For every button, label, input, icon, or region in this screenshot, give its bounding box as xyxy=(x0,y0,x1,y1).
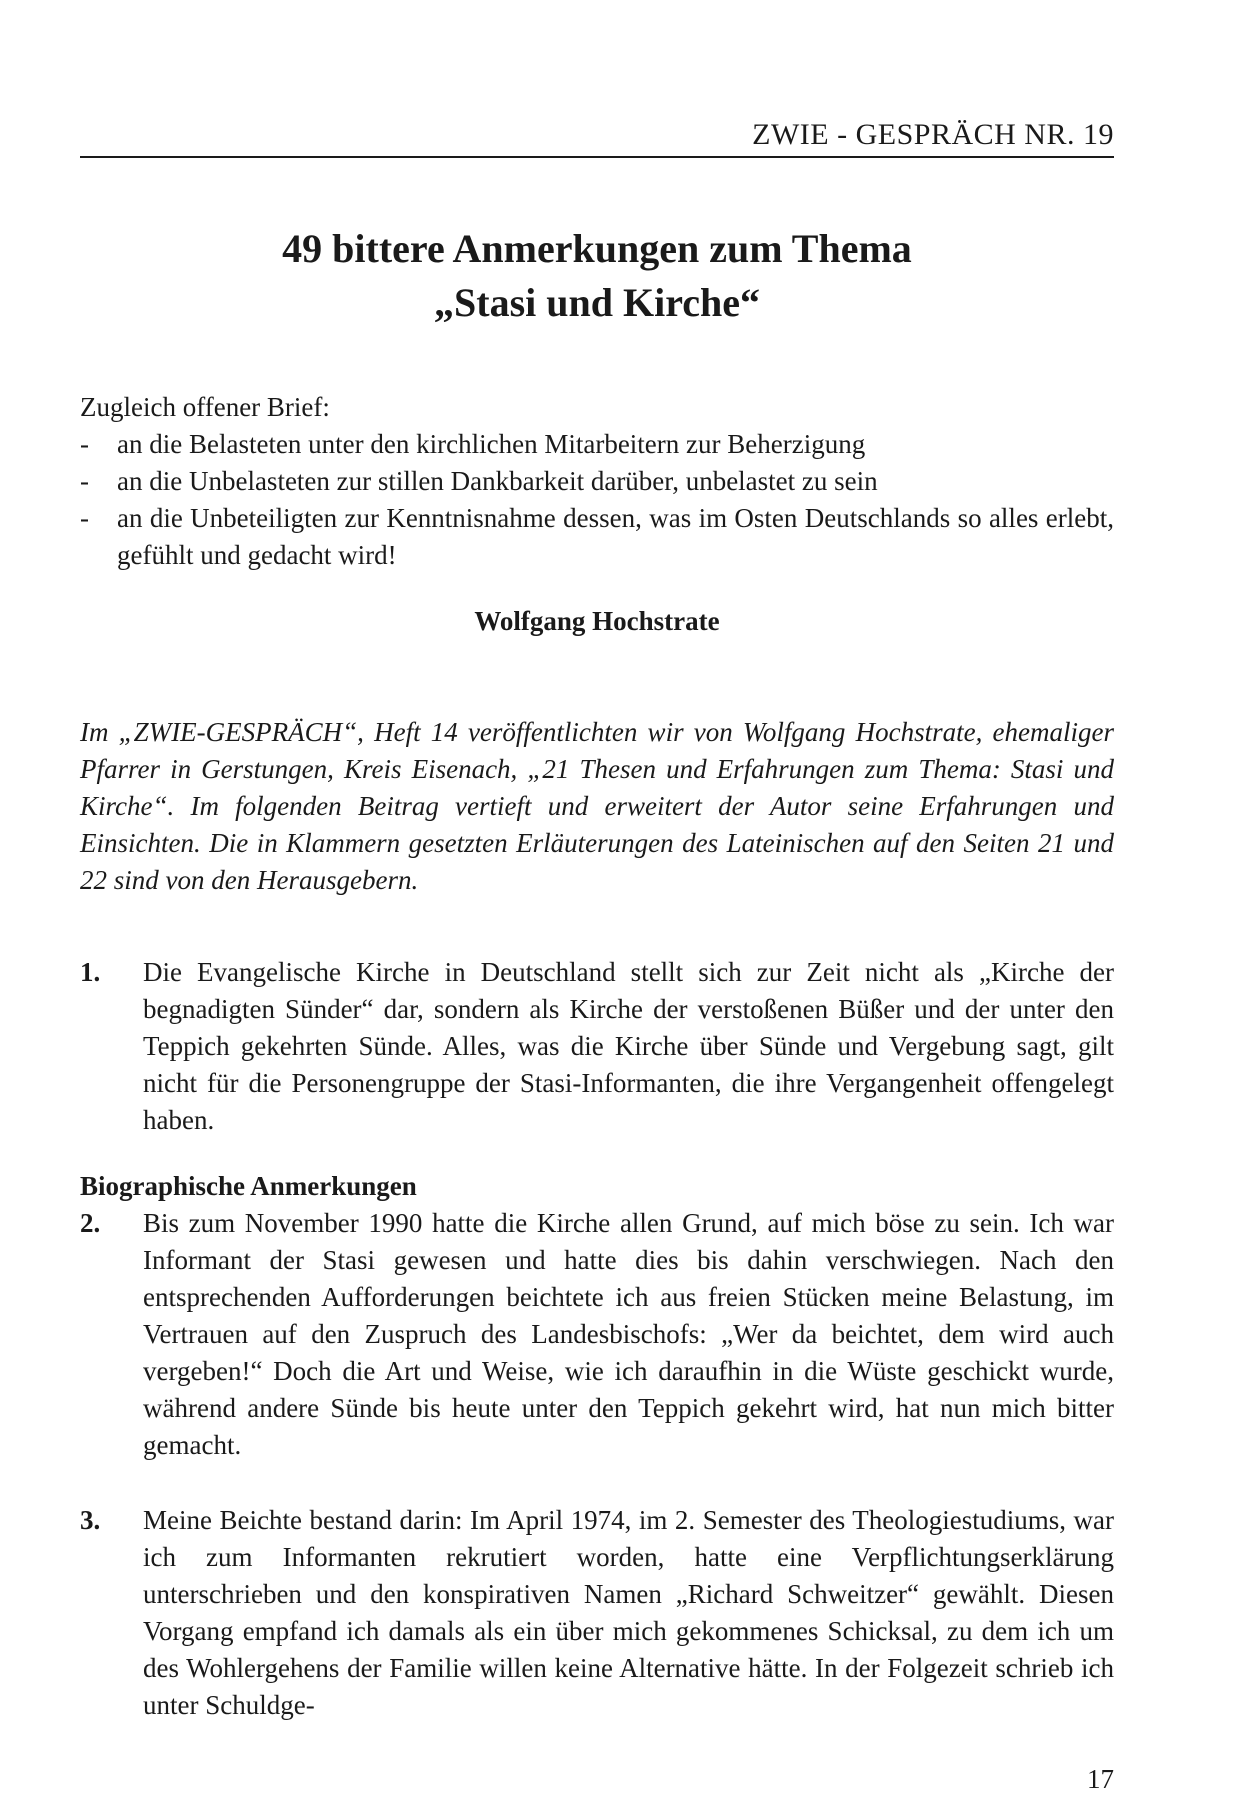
list-dash: - xyxy=(80,466,89,496)
intro-lead: Zugleich offener Brief: xyxy=(80,392,330,422)
item-number: 1. xyxy=(80,957,101,987)
list-dash: - xyxy=(80,503,89,533)
item-text: Die Evangelische Kirche in Deutschland stellt sich zur Zeit nicht als „Kirche der begnadigten Sünder“ dar, sondern als Kirche der verstoßenen Büßer und der unter den Teppich gekehrten Sünde. Alles, was die Kirche über Sünde und Vergebung sagt, gilt nicht für die Personengruppe der Stasi-Informanten, die ihre Vergangenheit offengelegt haben. xyxy=(143,957,1114,1135)
intro-list-item-text: an die Belasteten unter den kirchlichen Mitarbeitern zur Beherzigung xyxy=(117,429,866,459)
numbered-item xyxy=(80,954,1114,1139)
author-name: Wolfgang Hochstrate xyxy=(474,606,720,636)
intro-list xyxy=(80,426,1114,574)
intro-block xyxy=(80,389,1114,574)
numbered-item xyxy=(80,1205,1114,1464)
title-line-2: „Stasi und Kirche“ xyxy=(434,280,760,325)
title-line-1: 49 bittere Anmerkungen zum Thema xyxy=(282,226,912,271)
header-rule xyxy=(80,156,1114,158)
running-head: ZWIE - GESPRÄCH NR. 19 xyxy=(752,118,1114,151)
list-dash: - xyxy=(80,429,89,459)
article-title xyxy=(80,222,1114,330)
item-text: Meine Beichte bestand darin: Im April 1974, im 2. Semester des Theologiestudiums, war ich zum Informanten rekrutiert worden, hatte eine Verpflichtungserklärung unterschrieben und den konspirativen Namen „Richard Schweitzer“ gewählt. Diesen Vorgang empfand ich damals als ein über mich gekommenes Schicksal, zu dem ich um des Wohlergehens der Familie willen keine Alternative hätte. In der Folgezeit schrieb ich unter Schuldge- xyxy=(143,1505,1114,1720)
section-heading: Biographische Anmerkungen xyxy=(80,1171,417,1201)
item-number: 2. xyxy=(80,1208,101,1238)
intro-list-item xyxy=(80,500,1114,574)
document-page xyxy=(80,0,1114,1819)
item-text: Bis zum November 1990 hatte die Kirche allen Grund, auf mich böse zu sein. Ich war Informant der Stasi gewesen und hatte dies bis dahin verschwiegen. Nach den entsprechenden Aufforderungen beichtete ich aus freien Stücken meine Belastung, im Vertrauen auf den Zuspruch des Landesbischofs: „Wer da beichtet, dem wird auch vergeben!“ Doch die Art und Weise, wie ich daraufhin in die Wüste geschickt wurde, während andere Sünde bis heute unter den Teppich gekehrt wird, hat nun mich bitter gemacht. xyxy=(143,1208,1114,1460)
item-number: 3. xyxy=(80,1505,101,1535)
intro-list-item xyxy=(80,463,1114,500)
editorial-note: Im „ZWIE-GESPRÄCH“, Heft 14 veröffentlichten wir von Wolfgang Hochstrate, ehemaliger Pfarrer in Gerstungen, Kreis Eisenach, „21 Thesen und Erfahrungen zum Thema: Stasi und Kirche“. Im folgenden Beitrag vertieft und erweitert der Autor seine Erfahrungen und Einsichten. Die in Klammern gesetzten Erläuterungen des Lateinischen auf den Seiten 21 und 22 sind von den Herausgebern. xyxy=(80,717,1114,895)
intro-list-item-text: an die Unbelasteten zur stillen Dankbarkeit darüber, unbelastet zu sein xyxy=(117,466,878,496)
intro-list-item-text: an die Unbeteiligten zur Kenntnisnahme dessen, was im Osten Deutschlands so alles erlebt, gefühlt und gedacht wird! xyxy=(117,503,1114,570)
page-number: 17 xyxy=(1087,1764,1114,1794)
intro-list-item xyxy=(80,426,1114,463)
numbered-item xyxy=(80,1502,1114,1724)
